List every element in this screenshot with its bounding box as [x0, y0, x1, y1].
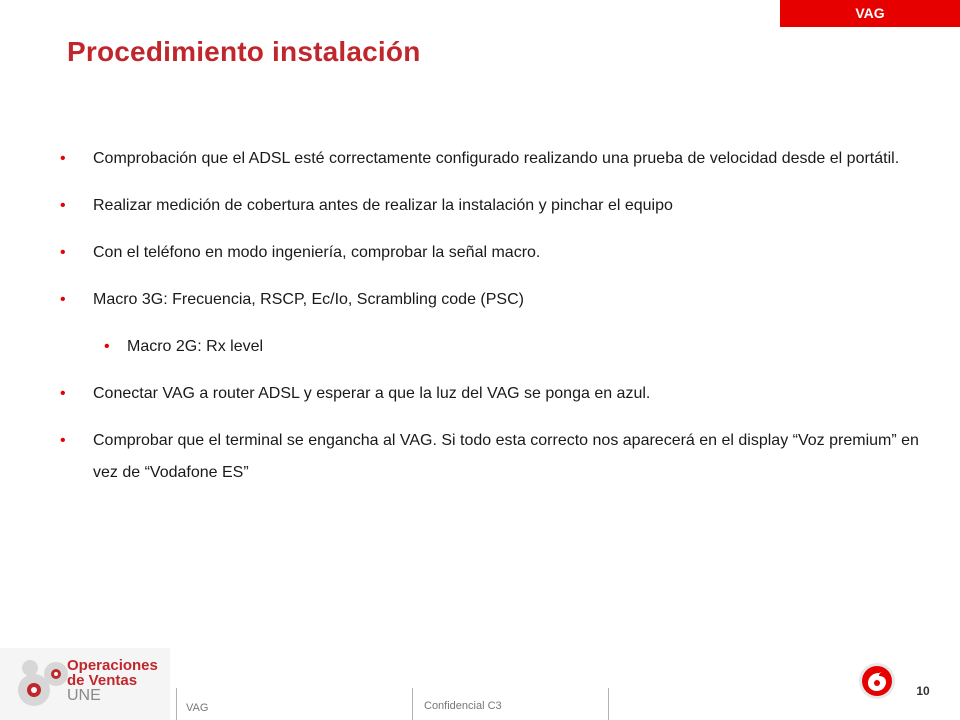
bullet-item: • Conectar VAG a router ADSL y esperar a que la luz del VAG se ponga en azul.: [60, 378, 920, 410]
logo-line-3: UNE: [67, 687, 101, 704]
bullet-item: • Con el teléfono en modo ingeniería, comprobar la señal macro.: [60, 237, 920, 269]
bullet-item: • Macro 3G: Frecuencia, RSCP, Ec/Io, Scrambling code (PSC): [60, 284, 920, 316]
footer-divider: [176, 688, 177, 720]
footer-divider: [412, 688, 413, 720]
footer-left-label: VAG: [186, 702, 209, 714]
section-tag: VAG: [780, 0, 960, 27]
bullet-item: • Comprobación que el ADSL esté correctamente configurado realizando una prueba de velocidad desde el portátil.: [60, 143, 920, 175]
page-title: Procedimiento instalación: [67, 36, 421, 67]
bullet-subitem: • Macro 2G: Rx level: [60, 331, 920, 363]
page-number: 10: [916, 684, 930, 698]
footer-divider: [608, 688, 609, 720]
bullet-item: • Comprobar que el terminal se engancha al VAG. Si todo esta correcto nos aparecerá en el display “Voz premium” en vez de “Vodafone ES”: [60, 425, 920, 489]
bullet-item: • Realizar medición de cobertura antes de realizar la instalación y pinchar el equipo: [60, 190, 920, 222]
logo-line-2: de Ventas: [67, 672, 138, 689]
footer-confidential-label: Confidencial C3: [424, 700, 502, 712]
bullet-list: [60, 143, 920, 504]
operaciones-ventas-logo: [0, 648, 170, 720]
logo-line-1: Operaciones: [67, 657, 158, 674]
logo-wordmark: [67, 658, 158, 703]
vodafone-logo-icon: [858, 662, 896, 700]
